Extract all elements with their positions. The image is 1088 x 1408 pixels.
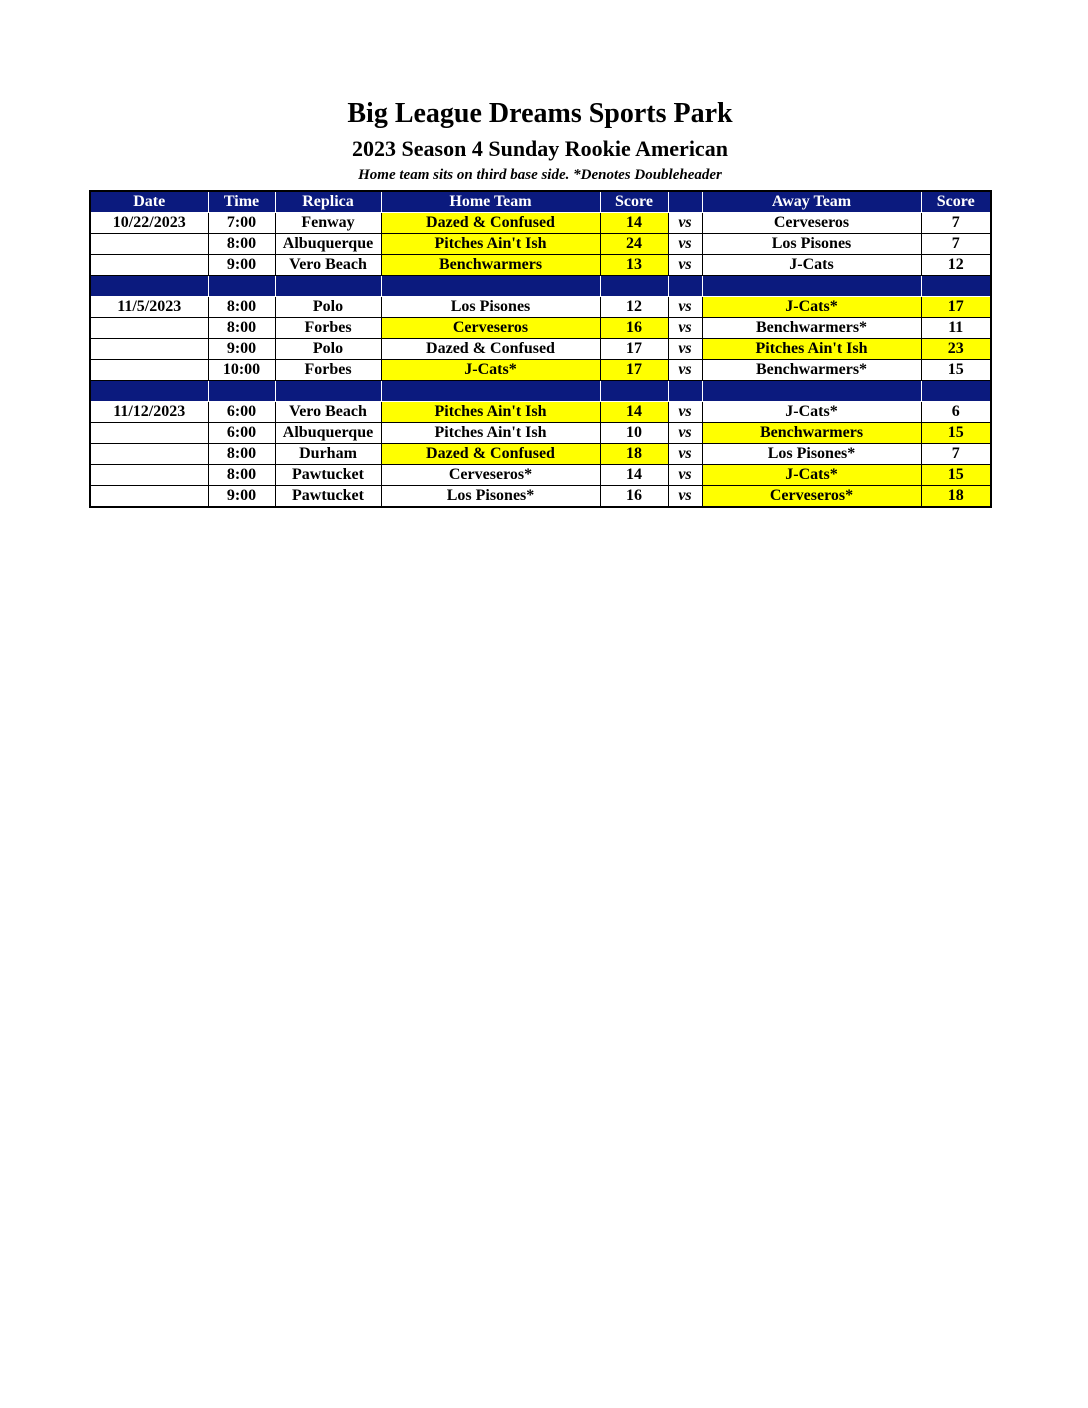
away-score-cell: 12 (921, 255, 991, 276)
replica-cell: Durham (275, 444, 381, 465)
date-cell (90, 360, 208, 381)
home-team-cell: Pitches Ain't Ish (381, 402, 600, 423)
vs-cell: vs (668, 444, 702, 465)
separator-cell (600, 276, 668, 297)
away-score-cell: 11 (921, 318, 991, 339)
separator-cell (208, 381, 275, 402)
replica-cell: Polo (275, 339, 381, 360)
time-cell: 10:00 (208, 360, 275, 381)
column-header-time: Time (208, 191, 275, 213)
home-team-cell: Pitches Ain't Ish (381, 423, 600, 444)
date-cell: 10/22/2023 (90, 213, 208, 234)
vs-cell: vs (668, 213, 702, 234)
vs-cell: vs (668, 297, 702, 318)
replica-cell: Forbes (275, 360, 381, 381)
date-separator-row (90, 381, 991, 402)
away-score-cell: 15 (921, 360, 991, 381)
schedule-note: Home team sits on third base side. *Denotes Doubleheader (358, 167, 722, 183)
date-cell (90, 444, 208, 465)
date-cell (90, 423, 208, 444)
vs-cell: vs (668, 423, 702, 444)
away-score-cell: 23 (921, 339, 991, 360)
home-score-cell: 13 (600, 255, 668, 276)
separator-cell (90, 381, 208, 402)
home-team-cell: Benchwarmers (381, 255, 600, 276)
away-team-cell: Los Pisones (702, 234, 921, 255)
away-score-cell: 7 (921, 234, 991, 255)
table-row (90, 339, 991, 360)
replica-cell: Polo (275, 297, 381, 318)
replica-cell: Pawtucket (275, 486, 381, 508)
replica-cell: Fenway (275, 213, 381, 234)
away-team-cell: J-Cats* (702, 402, 921, 423)
time-cell: 8:00 (208, 234, 275, 255)
vs-cell: vs (668, 318, 702, 339)
separator-cell (702, 381, 921, 402)
separator-cell (921, 276, 991, 297)
column-header-vs (668, 191, 702, 213)
header-row (90, 191, 991, 213)
time-cell: 9:00 (208, 255, 275, 276)
home-team-cell: Dazed & Confused (381, 444, 600, 465)
column-header-replica: Replica (275, 191, 381, 213)
vs-cell: vs (668, 255, 702, 276)
table-row (90, 318, 991, 339)
replica-cell: Forbes (275, 318, 381, 339)
away-score-cell: 6 (921, 402, 991, 423)
home-score-cell: 14 (600, 213, 668, 234)
vs-cell: vs (668, 234, 702, 255)
date-cell (90, 465, 208, 486)
away-team-cell: Benchwarmers* (702, 360, 921, 381)
replica-cell: Albuquerque (275, 234, 381, 255)
table-row (90, 234, 991, 255)
table-row (90, 360, 991, 381)
time-cell: 8:00 (208, 318, 275, 339)
time-cell: 8:00 (208, 297, 275, 318)
home-team-cell: Pitches Ain't Ish (381, 234, 600, 255)
home-team-cell: Cerveseros* (381, 465, 600, 486)
time-cell: 6:00 (208, 423, 275, 444)
table-row (90, 402, 991, 423)
home-team-cell: Los Pisones* (381, 486, 600, 508)
vs-cell: vs (668, 339, 702, 360)
home-score-cell: 14 (600, 465, 668, 486)
column-header-away-score: Score (921, 191, 991, 213)
away-team-cell: Benchwarmers (702, 423, 921, 444)
date-cell (90, 255, 208, 276)
date-separator-row (90, 276, 991, 297)
home-score-cell: 17 (600, 339, 668, 360)
replica-cell: Albuquerque (275, 423, 381, 444)
date-cell (90, 318, 208, 339)
away-team-cell: Cerveseros* (702, 486, 921, 508)
schedule-body (90, 213, 991, 508)
vs-cell: vs (668, 486, 702, 508)
home-score-cell: 10 (600, 423, 668, 444)
time-cell: 8:00 (208, 465, 275, 486)
home-score-cell: 24 (600, 234, 668, 255)
separator-cell (668, 276, 702, 297)
away-team-cell: Pitches Ain't Ish (702, 339, 921, 360)
separator-cell (381, 276, 600, 297)
page-subtitle: 2023 Season 4 Sunday Rookie American (352, 136, 728, 161)
home-score-cell: 16 (600, 486, 668, 508)
home-score-cell: 17 (600, 360, 668, 381)
time-cell: 9:00 (208, 339, 275, 360)
separator-cell (275, 381, 381, 402)
separator-cell (381, 381, 600, 402)
time-cell: 7:00 (208, 213, 275, 234)
page-title: Big League Dreams Sports Park (347, 98, 733, 129)
column-header-date: Date (90, 191, 208, 213)
home-team-cell: Dazed & Confused (381, 339, 600, 360)
time-cell: 8:00 (208, 444, 275, 465)
time-cell: 9:00 (208, 486, 275, 508)
away-team-cell: J-Cats* (702, 297, 921, 318)
away-score-cell: 18 (921, 486, 991, 508)
date-cell: 11/12/2023 (90, 402, 208, 423)
vs-cell: vs (668, 465, 702, 486)
vs-cell: vs (668, 360, 702, 381)
replica-cell: Vero Beach (275, 402, 381, 423)
column-header-home-team: Home Team (381, 191, 600, 213)
home-score-cell: 18 (600, 444, 668, 465)
separator-cell (208, 276, 275, 297)
away-score-cell: 7 (921, 444, 991, 465)
away-score-cell: 7 (921, 213, 991, 234)
replica-cell: Vero Beach (275, 255, 381, 276)
date-cell: 11/5/2023 (90, 297, 208, 318)
away-score-cell: 15 (921, 465, 991, 486)
home-team-cell: Dazed & Confused (381, 213, 600, 234)
away-team-cell: Cerveseros (702, 213, 921, 234)
separator-cell (702, 276, 921, 297)
date-cell (90, 234, 208, 255)
table-row (90, 255, 991, 276)
table-row (90, 465, 991, 486)
separator-cell (600, 381, 668, 402)
vs-cell: vs (668, 402, 702, 423)
replica-cell: Pawtucket (275, 465, 381, 486)
home-team-cell: Los Pisones (381, 297, 600, 318)
table-row (90, 297, 991, 318)
table-row (90, 213, 991, 234)
away-team-cell: J-Cats (702, 255, 921, 276)
column-header-home-score: Score (600, 191, 668, 213)
time-cell: 6:00 (208, 402, 275, 423)
separator-cell (275, 276, 381, 297)
away-team-cell: Los Pisones* (702, 444, 921, 465)
home-score-cell: 16 (600, 318, 668, 339)
away-team-cell: Benchwarmers* (702, 318, 921, 339)
away-team-cell: J-Cats* (702, 465, 921, 486)
separator-cell (668, 381, 702, 402)
column-header-away-team: Away Team (702, 191, 921, 213)
away-score-cell: 17 (921, 297, 991, 318)
table-row (90, 444, 991, 465)
separator-cell (921, 381, 991, 402)
date-cell (90, 486, 208, 508)
home-team-cell: Cerveseros (381, 318, 600, 339)
home-score-cell: 14 (600, 402, 668, 423)
table-row (90, 486, 991, 508)
date-cell (90, 339, 208, 360)
home-team-cell: J-Cats* (381, 360, 600, 381)
away-score-cell: 15 (921, 423, 991, 444)
home-score-cell: 12 (600, 297, 668, 318)
table-row (90, 423, 991, 444)
separator-cell (90, 276, 208, 297)
schedule-table (89, 190, 992, 508)
